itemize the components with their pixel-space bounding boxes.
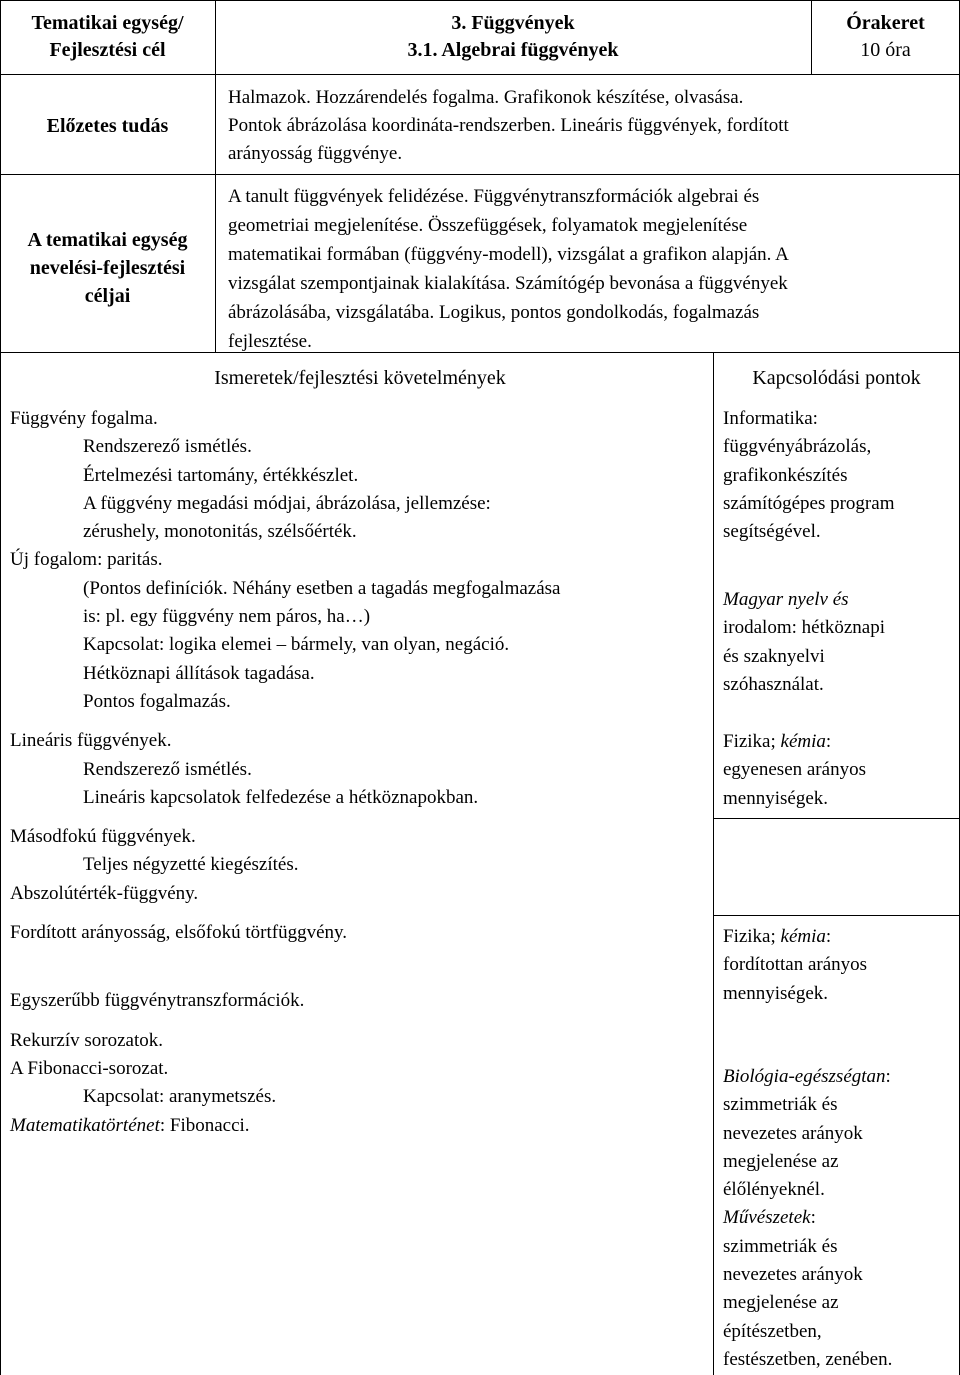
goals-line: fejlesztése. [228, 331, 312, 352]
conn-line [723, 1063, 958, 1091]
conn-line: mennyiségek. [723, 982, 829, 1004]
req-line [10, 1112, 710, 1140]
conn-line: grafikonkészítés [723, 464, 848, 486]
spacer [10, 1016, 710, 1027]
prior-knowledge-line: arányosság függvénye. [228, 143, 403, 164]
conn-subject-italic: Biológia-egészségtan [723, 1066, 886, 1087]
history-label: Matematikatörténet [10, 1114, 160, 1136]
goals-text [228, 182, 958, 356]
hours-value: 10 óra [860, 39, 911, 61]
header-topic-label [0, 10, 215, 64]
goals-label-line: A tematikai egység [27, 229, 188, 251]
requirements-header: Ismeretek/fejlesztési követelmények [214, 367, 506, 389]
row-divider-1 [0, 74, 960, 75]
req-line: Pontos fogalmazás. [83, 690, 231, 712]
conn-line: szimmetriák és [723, 1235, 838, 1257]
conn-line: szimmetriák és [723, 1094, 838, 1116]
req-line: Új fogalom: paritás. [10, 549, 163, 571]
header-topic-line1: Tematikai egység/ [31, 12, 184, 34]
req-line: Kapcsolat: aranymetszés. [83, 1086, 277, 1108]
req-line: Fordított arányosság, elsőfokú törtfüggvény. [10, 922, 348, 944]
goals-label-line: nevelési-fejlesztési [29, 257, 186, 279]
req-line: Kapcsolat: logika elemei – bármely, van olyan, negáció. [83, 634, 510, 656]
hours-label: Órakeret [846, 12, 925, 34]
spacer [10, 812, 710, 823]
req-line: Abszolútérték-függvény. [10, 882, 199, 904]
req-line: Egyszerűbb függvénytranszformációk. [10, 990, 305, 1012]
requirements-content [10, 405, 710, 1140]
conn-line [723, 614, 958, 642]
req-line: Másodfokú függvények. [10, 826, 196, 848]
prior-knowledge-label: Előzetes tudás [46, 115, 169, 137]
conn-colon: : [885, 1066, 891, 1087]
conn-line [723, 728, 958, 756]
goals-line: matematikai formában (függvény-modell), vizsgálat a grafikon alapján. A [228, 244, 789, 265]
conn-line: fordítottan arányos [723, 954, 868, 976]
req-line: Teljes négyzetté kiegészítés. [83, 854, 299, 876]
row-divider-2 [0, 174, 960, 175]
connections-header: Kapcsolódási pontok [752, 367, 921, 389]
conn-line: élőlényeknél. [723, 1179, 825, 1201]
conn-line: nevezetes arányok [723, 1122, 863, 1144]
spacer [10, 947, 710, 987]
req-line: Rendszerező ismétlés. [83, 436, 252, 458]
section-title: 3.1. Algebrai függvények [407, 39, 619, 61]
goals-label [0, 226, 215, 310]
spacer [10, 908, 710, 919]
table-border-top [0, 0, 960, 1]
history-text: : Fibonacci. [159, 1114, 250, 1136]
column-divider-connections [713, 352, 714, 1375]
conn-subject-italic: Művészetek [723, 1207, 811, 1229]
req-line: Függvény fogalma. [10, 408, 158, 429]
conn-line: festészetben, zenében. [723, 1348, 893, 1370]
req-line: is: pl. egy függvény nem páros, ha…) [83, 606, 371, 628]
conn-colon: : [825, 731, 832, 752]
connection-biology-arts [723, 1063, 958, 1374]
conn-colon: : [825, 926, 832, 947]
conn-line [723, 1204, 958, 1232]
conn-line: mennyiségek. [723, 787, 829, 809]
connections-cell-divider [713, 915, 960, 916]
conn-line [723, 923, 958, 951]
conn-line: Informatika: [723, 408, 818, 429]
conn-subject: irodalom [723, 617, 792, 639]
conn-subject-italic: kémia [780, 926, 826, 947]
req-line: Rekurzív sorozatok. [10, 1029, 164, 1051]
conn-line: építészetben, [723, 1320, 822, 1342]
req-line: (Pontos definíciók. Néhány esetben a tagadás megfogalmazása [83, 577, 561, 599]
conn-line: megjelenése az [723, 1292, 839, 1314]
req-line: zérushely, monotonitás, szélsőérték. [83, 521, 357, 543]
connection-informatics [723, 405, 958, 546]
connection-literature [723, 586, 958, 699]
req-line: A függvény megadási módjai, ábrázolása, jellemzése: [83, 492, 491, 514]
goals-line: A tanult függvények felidézése. Függvénytranszformációk algebrai és [228, 186, 760, 207]
req-line: Értelmezési tartomány, értékkészlet. [83, 464, 359, 486]
table-border-left [0, 0, 1, 1375]
conn-line: egyenesen arányos [723, 759, 866, 781]
header-topic-line2: Fejlesztési cél [49, 39, 166, 61]
req-line: Hétköznapi állítások tagadása. [83, 662, 315, 684]
req-line: Lineáris kapcsolatok felfedezése a hétköznapokban. [83, 786, 479, 808]
header-topic-title [215, 10, 811, 64]
header-hours [811, 10, 960, 64]
conn-line: számítógépes program [723, 492, 895, 514]
conn-subject: Fizika; [723, 731, 781, 752]
prior-knowledge-line: Pontok ábrázolása koordináta-rendszerben. Lineáris függvények, fordított [228, 115, 789, 136]
spacer [10, 716, 710, 727]
goals-label-line: céljai [84, 285, 131, 307]
connections-cell-divider [713, 818, 960, 819]
prior-knowledge-line: Halmazok. Hozzárendelés fogalma. Grafikonok készítése, olvasása. [228, 87, 744, 108]
connection-physics-inverse [723, 923, 958, 1008]
goals-line: ábrázolásába, vizsgálatába. Logikus, pontos gondolkodás, fogalmazás [228, 302, 760, 323]
conn-colon: : [810, 1207, 816, 1229]
conn-subject-italic: kémia [780, 731, 826, 752]
conn-line: nevezetes arányok [723, 1264, 863, 1286]
conn-subject: Fizika; [723, 926, 781, 947]
goals-line: geometriai megjelenítése. Összefüggések, folyamatok megjelenítése [228, 215, 748, 236]
req-line: A Fibonacci-sorozat. [10, 1057, 169, 1079]
chapter-title: 3. Függvények [451, 12, 575, 34]
conn-line: függvényábrázolás, [723, 436, 872, 458]
prior-knowledge-text [228, 84, 958, 168]
req-line: Rendszerező ismétlés. [83, 758, 252, 780]
connection-physics-direct [723, 728, 958, 813]
conn-line: és szaknyelvi [723, 645, 825, 667]
req-line: Lineáris függvények. [10, 730, 172, 752]
conn-line: segítségével. [723, 521, 821, 543]
conn-line: Magyar nyelv és [723, 589, 849, 610]
conn-text: : hétköznapi [791, 617, 885, 639]
conn-line: szóhasználat. [723, 673, 824, 695]
goals-line: vizsgálat szempontjainak kialakítása. Számítógép bevonása a függvények [228, 273, 788, 294]
conn-line: megjelenése az [723, 1150, 839, 1172]
